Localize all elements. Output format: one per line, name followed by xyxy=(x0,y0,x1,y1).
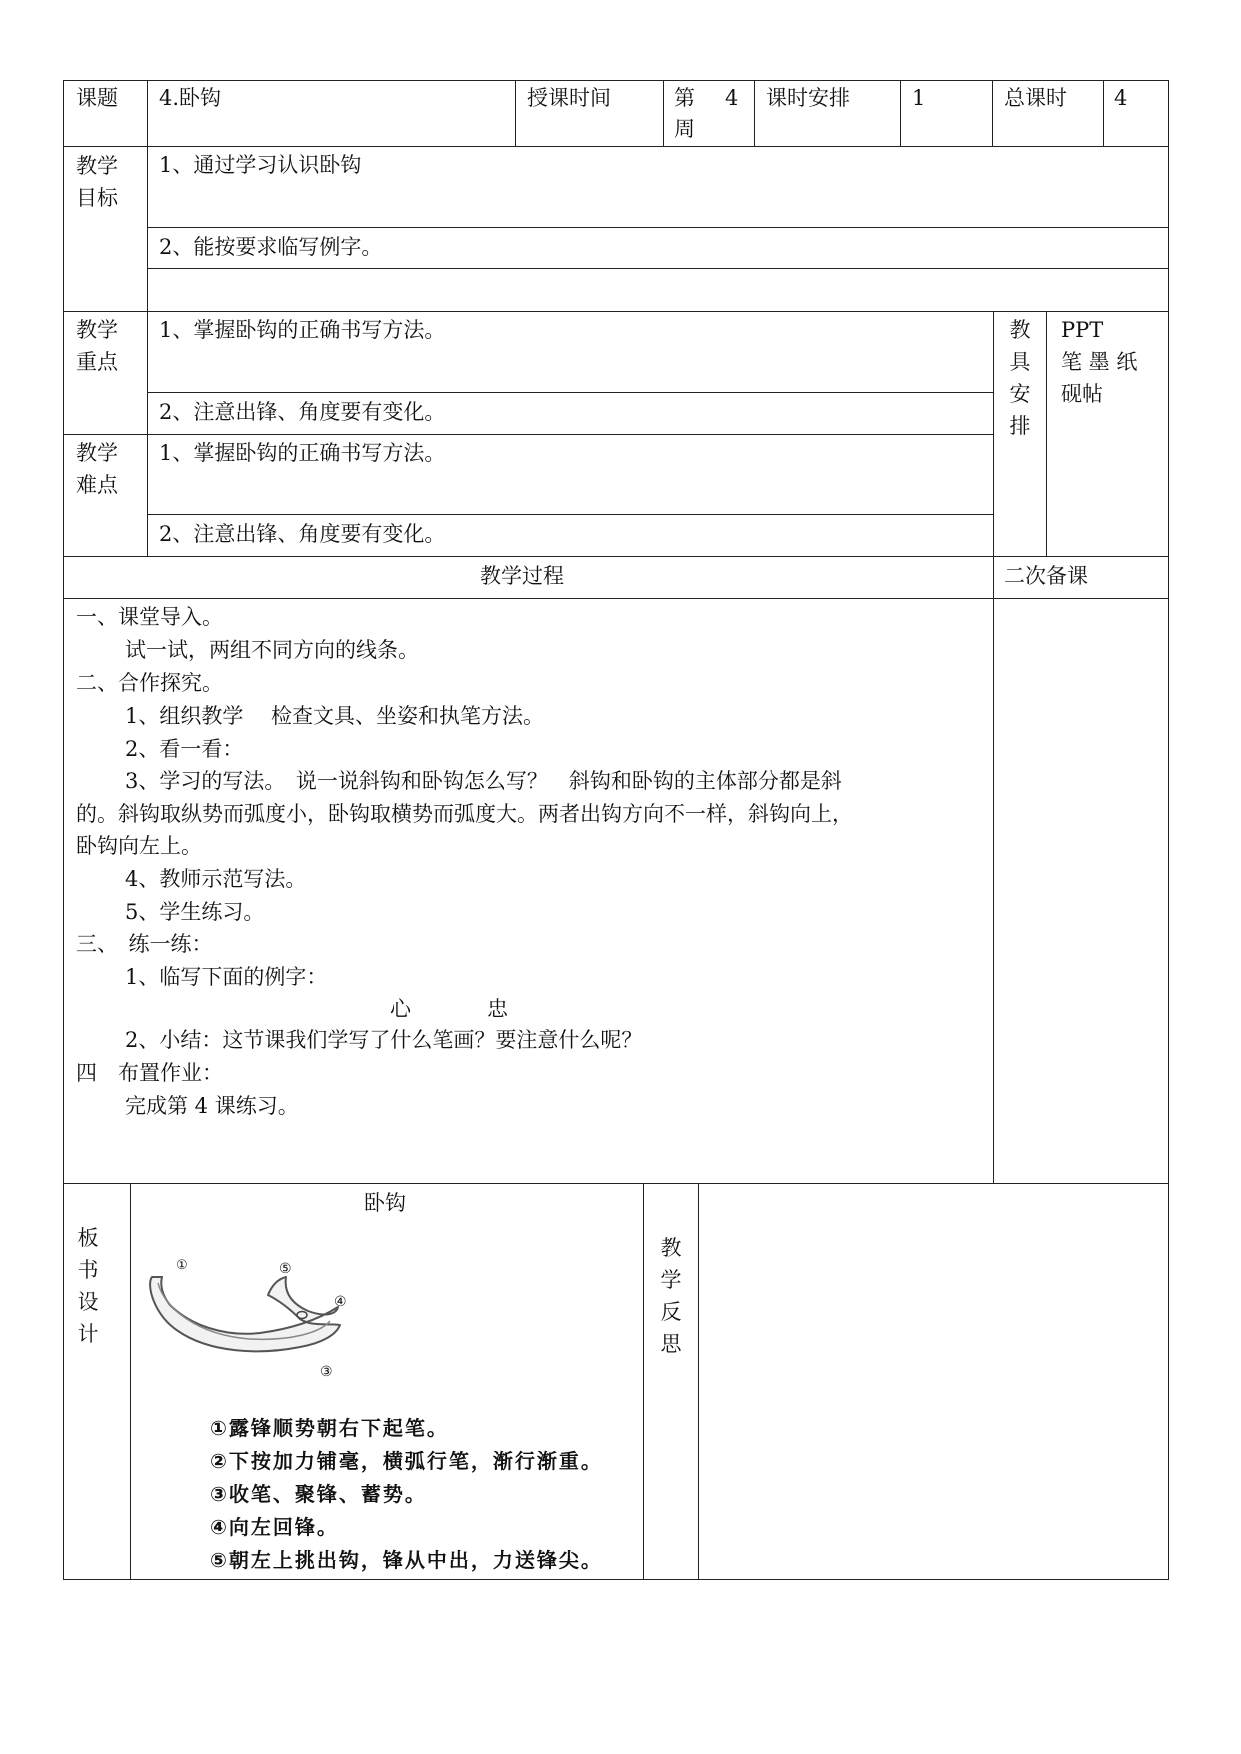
row-divider xyxy=(63,1183,1169,1184)
column-divider xyxy=(698,1183,699,1579)
week-suffix: 周 xyxy=(674,117,695,141)
process-line: 二、合作探究。 xyxy=(76,671,223,695)
table-border-right xyxy=(1168,80,1169,1580)
process-line: 四 布置作业： xyxy=(76,1061,223,1085)
tools-line: PPT xyxy=(1061,318,1104,342)
column-divider xyxy=(1046,311,1047,556)
process-line: 2、看一看： xyxy=(125,737,244,761)
board-step: ⑤朝左上挑出钩，锋从中出，力送锋尖。 xyxy=(210,1548,603,1572)
difficulty-item: 2、注意出锋、角度要有变化。 xyxy=(159,522,446,546)
goal-item: 2、能按要求临写例字。 xyxy=(159,235,383,259)
week-prefix: 第 xyxy=(674,86,695,110)
row-divider xyxy=(147,514,993,515)
topic-value: 4.卧钩 xyxy=(159,86,222,110)
time-label: 授课时间 xyxy=(527,86,611,110)
key-point-item: 2、注意出锋、角度要有变化。 xyxy=(159,400,446,424)
board-title: 卧钩 xyxy=(364,1191,406,1215)
total-label: 总课时 xyxy=(1004,86,1067,110)
row-divider xyxy=(147,434,993,435)
stroke-marker: ① xyxy=(176,1258,188,1273)
tools-line: 砚帖 xyxy=(1061,382,1103,406)
column-divider xyxy=(663,80,664,146)
column-divider xyxy=(754,80,755,146)
example-character: 忠 xyxy=(487,997,508,1021)
stroke-marker: ③ xyxy=(320,1364,333,1380)
process-line: 卧钩向左上。 xyxy=(76,834,202,858)
week-number: 4 xyxy=(725,86,739,110)
schedule-value: 1 xyxy=(912,86,926,110)
row-divider xyxy=(63,598,1169,599)
row-divider xyxy=(147,392,993,393)
process-line: 完成第 4 课练习。 xyxy=(125,1094,299,1118)
board-step: ③收笔、聚锋、蓄势。 xyxy=(210,1482,427,1506)
stroke-marker: ④ xyxy=(334,1294,347,1310)
goals-label: 教学目标 xyxy=(76,154,118,210)
process-line: 1、组织教学 检查文具、坐姿和执笔方法。 xyxy=(125,704,545,728)
process-line: 1、临写下面的例字： xyxy=(125,965,328,989)
board-step: ①露锋顺势朝右下起笔。 xyxy=(210,1416,449,1440)
process-line: 一、课堂导入。 xyxy=(76,605,223,629)
tools-label: 教具安排 xyxy=(1009,318,1031,438)
row-divider xyxy=(147,268,1169,269)
row-divider xyxy=(63,434,147,435)
reflection-label: 教学反思 xyxy=(660,1236,682,1356)
process-header: 教学过程 xyxy=(480,564,564,588)
column-divider xyxy=(993,598,994,1183)
board-step: ④向左回锋。 xyxy=(210,1515,339,1539)
table-border-left xyxy=(63,80,64,1580)
column-divider xyxy=(147,80,148,556)
process-line: 三、 练一练： xyxy=(76,932,213,956)
total-value: 4 xyxy=(1114,86,1128,110)
column-divider xyxy=(900,80,901,146)
difficulties-label: 教学难点 xyxy=(76,441,118,497)
process-line: 3、学习的写法。 说一说斜钩和卧钩怎么写？ 斜钩和卧钩的主体部分都是斜 xyxy=(125,769,842,793)
process-line: 2、小结：这节课我们学写了什么笔画？要注意什么呢？ xyxy=(125,1028,643,1052)
board-label: 板书设计 xyxy=(77,1226,99,1346)
process-line: 5、学生练习。 xyxy=(125,900,265,924)
board-step: ②下按加力铺毫，横弧行笔，渐行渐重。 xyxy=(210,1449,603,1473)
row-divider xyxy=(63,311,1169,312)
schedule-label: 课时安排 xyxy=(766,86,850,110)
row-divider xyxy=(147,227,1169,228)
column-divider xyxy=(1103,80,1104,146)
row-divider xyxy=(63,146,1169,147)
table-border-top xyxy=(63,80,1169,81)
difficulty-item: 1、掌握卧钩的正确书写方法。 xyxy=(159,441,446,465)
stroke-marker: ⑤ xyxy=(279,1261,292,1277)
hook-stroke-shape xyxy=(150,1277,340,1351)
process-line: 的。斜钩取纵势而弧度小，卧钩取横势而弧度大。两者出钩方向不一样，斜钩向上， xyxy=(76,802,853,826)
process-line: 试一试，两组不同方向的线条。 xyxy=(125,638,419,662)
key-points-label: 教学重点 xyxy=(76,318,118,374)
column-divider xyxy=(515,80,516,146)
key-point-item: 1、掌握卧钩的正确书写方法。 xyxy=(159,318,446,342)
wo-gou-stroke-diagram xyxy=(140,1255,380,1405)
example-character: 心 xyxy=(390,997,411,1021)
second-prep-header: 二次备课 xyxy=(1004,564,1088,588)
topic-label: 课题 xyxy=(76,86,118,110)
process-line: 4、教师示范写法。 xyxy=(125,867,307,891)
table-border-bottom xyxy=(63,1579,1169,1580)
column-divider xyxy=(130,1183,131,1579)
goal-item: 1、通过学习认识卧钩 xyxy=(159,153,362,177)
column-divider xyxy=(643,1183,644,1579)
column-divider xyxy=(993,311,994,598)
tools-line: 笔 墨 纸 xyxy=(1061,350,1138,374)
row-divider xyxy=(63,556,1169,557)
column-divider xyxy=(992,80,993,146)
